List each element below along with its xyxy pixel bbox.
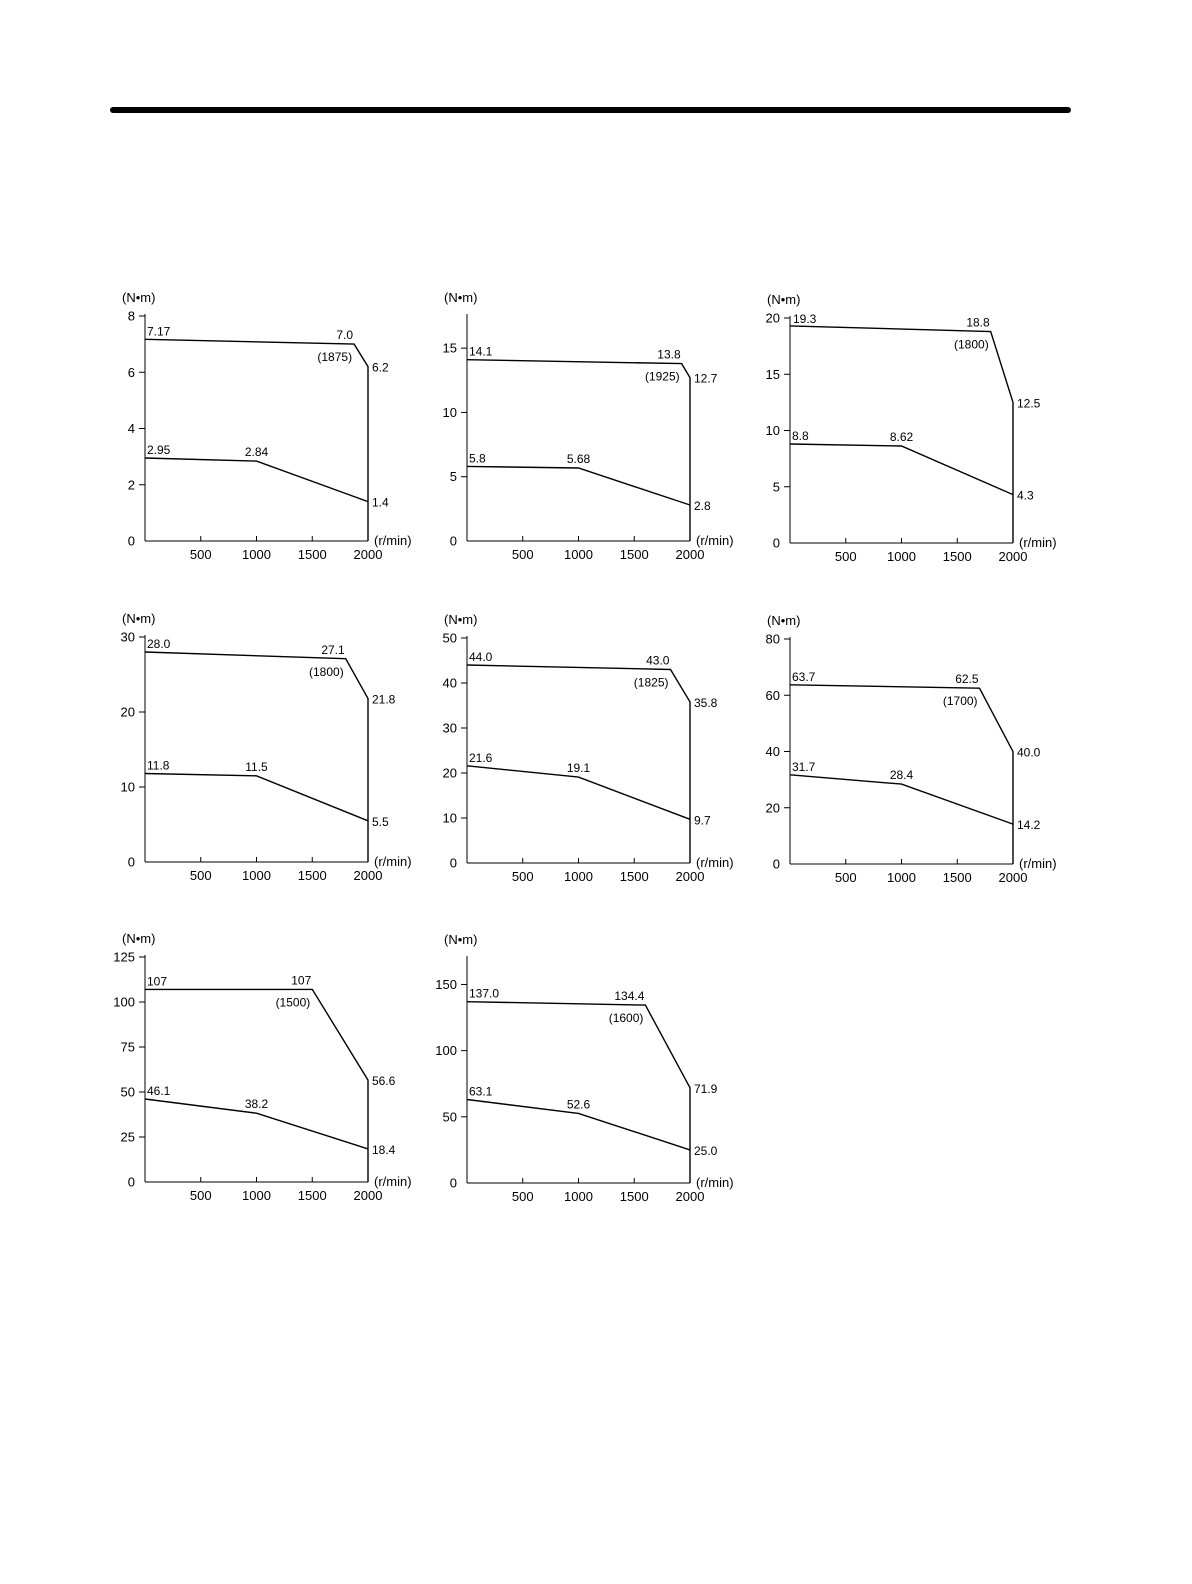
- y-tick-label: 100: [435, 1043, 457, 1059]
- y-tick-label: 0: [772, 535, 780, 551]
- data-label: (1500): [275, 995, 311, 1010]
- x-axis-label: (r/min): [696, 855, 734, 870]
- data-label: 31.7: [792, 759, 816, 774]
- y-tick-label: 0: [449, 1175, 457, 1191]
- data-label: 9.7: [694, 813, 711, 828]
- peak-torque-line: [145, 652, 368, 862]
- data-label: (1700): [942, 694, 978, 709]
- y-axis-label: (N•m): [767, 613, 801, 628]
- x-tick-label: 1000: [564, 1189, 593, 1204]
- x-tick-label: 2000: [353, 868, 383, 883]
- header-rule: [110, 107, 1071, 113]
- torque-chart-4: [100, 609, 430, 899]
- data-label: 7.0: [336, 328, 354, 343]
- chart-svg: [422, 930, 752, 1220]
- chart-svg: [100, 609, 430, 899]
- data-label: 13.8: [657, 347, 681, 362]
- x-tick-label: 2000: [675, 547, 705, 562]
- data-label: (1800): [954, 337, 989, 352]
- y-tick-label: 60: [765, 687, 780, 703]
- y-tick-label: 5: [772, 479, 780, 495]
- data-label: 71.9: [694, 1081, 718, 1096]
- torque-chart-3: [745, 290, 1075, 580]
- data-label: 6.2: [372, 360, 389, 375]
- y-tick-label: 15: [765, 366, 780, 382]
- y-tick-label: 20: [442, 765, 457, 781]
- data-label: 27.1: [321, 642, 345, 657]
- data-label: 38.2: [244, 1097, 269, 1112]
- x-tick-label: 1000: [564, 547, 593, 562]
- chart-svg: [100, 288, 430, 578]
- rated-torque-line: [790, 444, 1013, 495]
- x-axis-label: (r/min): [1019, 535, 1057, 550]
- x-tick-label: 1500: [297, 547, 327, 562]
- data-label: 35.8: [694, 695, 718, 710]
- data-label: 5.8: [469, 451, 486, 466]
- data-label: 5.5: [372, 814, 389, 829]
- y-tick-label: 50: [442, 630, 457, 646]
- peak-torque-line: [145, 989, 368, 1182]
- rated-torque-line: [145, 774, 368, 821]
- x-tick-label: 500: [189, 547, 212, 562]
- data-label: 21.6: [469, 750, 493, 765]
- y-tick-label: 100: [113, 994, 135, 1010]
- x-tick-label: 500: [834, 549, 857, 564]
- y-tick-label: 30: [120, 629, 135, 645]
- x-tick-label: 1500: [942, 870, 972, 885]
- y-tick-label: 20: [765, 800, 780, 816]
- x-tick-label: 500: [511, 869, 534, 884]
- y-tick-label: 6: [127, 364, 135, 380]
- x-tick-label: 1000: [564, 869, 593, 884]
- x-tick-label: 2000: [675, 869, 705, 884]
- x-tick-label: 500: [511, 547, 534, 562]
- data-label: 2.95: [147, 443, 171, 458]
- torque-chart-5: [422, 610, 752, 900]
- x-axis-label: (r/min): [1019, 856, 1057, 871]
- data-label: 11.8: [147, 758, 170, 773]
- y-tick-label: 5: [449, 469, 457, 485]
- data-label: 19.1: [566, 761, 591, 776]
- peak-torque-line: [467, 1002, 690, 1183]
- data-label: 25.0: [694, 1143, 718, 1158]
- data-label: 63.7: [792, 669, 816, 684]
- data-label: 107: [147, 974, 168, 989]
- x-tick-label: 1500: [619, 869, 649, 884]
- peak-torque-line: [145, 339, 368, 541]
- data-label: 5.68: [566, 451, 591, 466]
- data-label: 52.6: [566, 1097, 591, 1112]
- x-tick-label: 2000: [998, 870, 1028, 885]
- x-tick-label: 2000: [353, 547, 383, 562]
- x-tick-label: 1000: [887, 870, 916, 885]
- y-tick-label: 0: [127, 533, 135, 549]
- y-tick-label: 4: [127, 421, 135, 436]
- data-label: 12.5: [1017, 396, 1041, 411]
- rated-torque-line: [145, 458, 368, 502]
- data-label: 62.5: [955, 672, 979, 687]
- y-tick-label: 30: [442, 720, 457, 736]
- y-tick-label: 150: [435, 976, 457, 992]
- chart-svg: [745, 290, 1075, 580]
- y-tick-label: 20: [120, 704, 135, 720]
- y-axis-label: (N•m): [444, 932, 478, 947]
- y-tick-label: 75: [120, 1039, 135, 1055]
- y-axis-label: (N•m): [767, 292, 801, 307]
- x-tick-label: 1000: [242, 1188, 271, 1203]
- y-axis-label: (N•m): [444, 290, 478, 305]
- x-tick-label: 1000: [887, 549, 916, 564]
- y-tick-label: 0: [127, 1174, 135, 1190]
- x-tick-label: 500: [189, 868, 212, 883]
- x-tick-label: 500: [189, 1188, 212, 1203]
- data-label: 14.1: [469, 344, 493, 359]
- data-label: 2.84: [244, 445, 269, 460]
- rated-torque-line: [790, 775, 1013, 824]
- data-label: 44.0: [469, 650, 493, 664]
- chart-svg: [422, 288, 752, 578]
- y-tick-label: 0: [772, 856, 780, 872]
- y-axis-label: (N•m): [122, 931, 156, 946]
- data-label: (1925): [644, 369, 680, 384]
- data-label: 11.5: [245, 759, 268, 774]
- x-tick-label: 1500: [942, 549, 972, 564]
- y-tick-label: 50: [120, 1084, 135, 1100]
- y-tick-label: 8: [127, 308, 135, 324]
- torque-chart-8: [422, 930, 752, 1220]
- x-axis-label: (r/min): [374, 533, 412, 548]
- x-tick-label: 1500: [619, 1189, 649, 1204]
- y-tick-label: 15: [442, 340, 457, 356]
- y-tick-label: 2: [127, 477, 135, 493]
- data-label: 134.4: [614, 989, 645, 1004]
- x-tick-label: 2000: [675, 1189, 705, 1204]
- x-tick-label: 1500: [297, 1188, 327, 1203]
- data-label: 7.17: [147, 324, 171, 339]
- torque-chart-1: [100, 288, 430, 578]
- y-tick-label: 10: [765, 423, 780, 438]
- y-axis-label: (N•m): [122, 290, 156, 305]
- x-tick-label: 500: [511, 1189, 534, 1204]
- x-axis-label: (r/min): [696, 1175, 734, 1190]
- x-axis-label: (r/min): [374, 854, 412, 869]
- y-tick-label: 0: [449, 855, 457, 871]
- data-label: (1825): [633, 675, 669, 690]
- data-label: 63.1: [469, 1084, 493, 1099]
- data-label: 43.0: [646, 653, 670, 668]
- y-tick-label: 40: [765, 744, 780, 759]
- data-label: 19.3: [793, 311, 817, 326]
- data-label: 8.8: [792, 429, 809, 443]
- data-label: 14.2: [1017, 818, 1041, 833]
- data-label: 8.62: [889, 430, 914, 445]
- x-tick-label: 2000: [353, 1188, 383, 1203]
- chart-svg: [100, 929, 430, 1219]
- x-tick-label: 1000: [242, 547, 271, 562]
- y-tick-label: 25: [120, 1129, 135, 1145]
- data-label: 1.4: [372, 495, 389, 510]
- data-label: 137.0: [469, 986, 500, 1001]
- data-label: 21.8: [372, 692, 396, 707]
- chart-svg: [745, 611, 1075, 901]
- x-tick-label: 1000: [242, 868, 271, 883]
- data-label: (1875): [317, 350, 353, 365]
- y-tick-label: 0: [127, 854, 135, 870]
- y-axis-label: (N•m): [122, 611, 156, 626]
- data-label: 107: [291, 973, 312, 988]
- y-tick-label: 10: [442, 810, 457, 826]
- torque-chart-2: [422, 288, 752, 578]
- y-axis-label: (N•m): [444, 612, 478, 627]
- data-label: 56.6: [372, 1074, 396, 1089]
- data-label: 46.1: [147, 1084, 171, 1099]
- x-tick-label: 500: [834, 870, 857, 885]
- y-tick-label: 80: [765, 631, 780, 647]
- rated-torque-line: [467, 466, 690, 505]
- x-tick-label: 2000: [998, 549, 1028, 564]
- data-label: (1600): [608, 1011, 644, 1026]
- data-label: 2.8: [694, 499, 711, 513]
- x-axis-label: (r/min): [374, 1174, 412, 1189]
- data-label: (1800): [309, 664, 344, 679]
- data-label: 12.7: [694, 371, 718, 386]
- x-tick-label: 1500: [297, 868, 327, 883]
- peak-torque-line: [467, 360, 690, 541]
- data-label: 28.4: [889, 768, 914, 783]
- y-tick-label: 50: [442, 1109, 457, 1125]
- torque-chart-7: [100, 929, 430, 1219]
- data-label: 28.0: [147, 637, 171, 651]
- y-tick-label: 40: [442, 675, 457, 691]
- y-tick-label: 0: [449, 533, 457, 549]
- data-label: 4.3: [1017, 488, 1034, 503]
- y-tick-label: 10: [120, 779, 135, 795]
- x-tick-label: 1500: [619, 547, 649, 562]
- torque-chart-6: [745, 611, 1075, 901]
- chart-svg: [422, 610, 752, 900]
- y-tick-label: 10: [442, 404, 457, 420]
- y-tick-label: 125: [113, 949, 135, 965]
- y-tick-label: 20: [765, 310, 780, 326]
- data-label: 18.8: [966, 315, 990, 330]
- data-label: 40.0: [1017, 745, 1041, 760]
- data-label: 18.4: [372, 1142, 396, 1157]
- x-axis-label: (r/min): [696, 533, 734, 548]
